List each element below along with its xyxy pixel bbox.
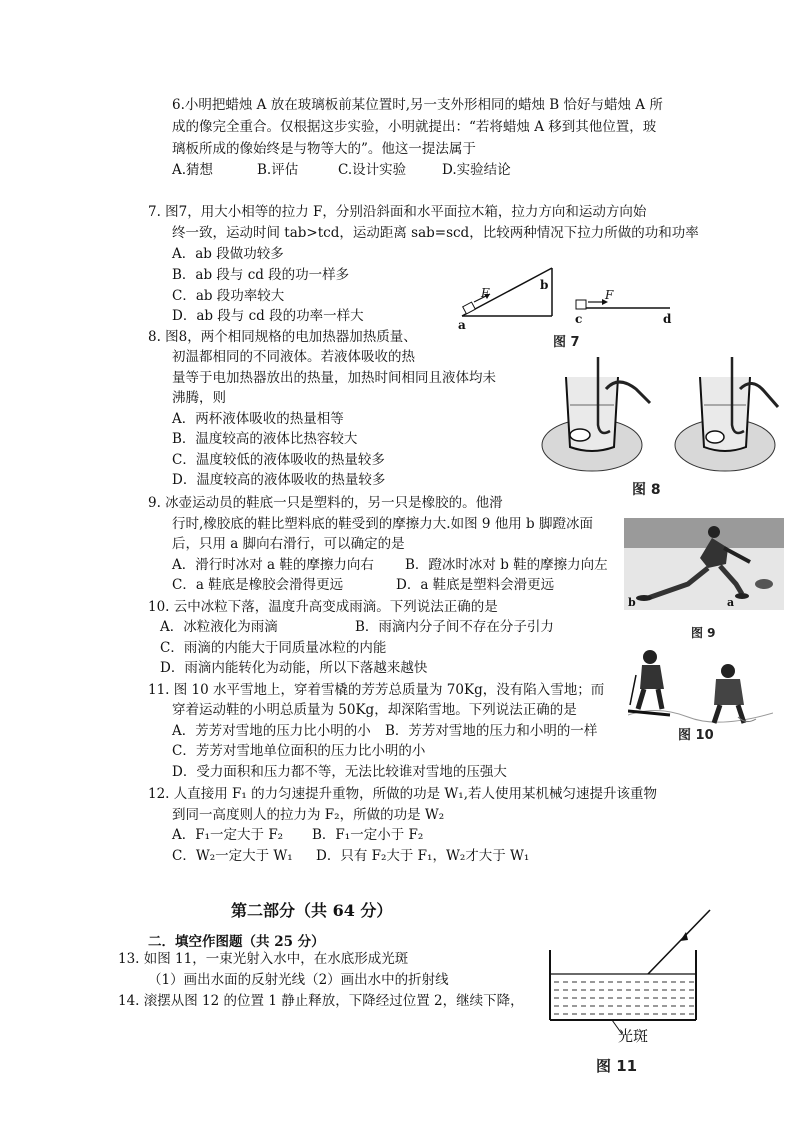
- q7-option-b: B．ab 段与 cd 段的功一样多: [172, 267, 350, 283]
- q11-option-c: C．芳芳对雪地单位面积的压力比小明的小: [172, 743, 426, 759]
- q6-option-b: B.评估: [257, 162, 299, 178]
- q12-option-d: D．只有 F₂大于 F₁，W₂才大于 W₁: [316, 848, 530, 864]
- q13-sub: （1）画出水面的反射光线（2）画出水中的折射线: [148, 972, 449, 988]
- fig11-caption: 图 11: [596, 1057, 638, 1075]
- q7-line-2: 终一致，运动时间 tab>tcd，运动距离 sab=scd，比较两种情况下拉力所做的功和功率: [172, 225, 699, 241]
- q12-line-1: 12. 人直接用 F₁ 的力匀速提升重物，所做的功是 W₁,若人使用某机械匀速提升该重物: [148, 786, 657, 802]
- q11-option-b: B．芳芳对雪地的压力和小明的一样: [385, 723, 598, 739]
- q6-option-a: A.猜想: [172, 162, 214, 178]
- q9-option-c: C．a 鞋底是橡胶会滑得更远: [172, 577, 344, 593]
- q8-option-d: D．温度较高的液体吸收的热量较多: [172, 472, 386, 488]
- q10-option-d: D．雨滴内能转化为动能，所以下落越来越快: [160, 660, 428, 676]
- fig8-caption: 图 8: [632, 482, 661, 498]
- q10-option-c: C．雨滴的内能大于同质量冰粒的内能: [160, 640, 387, 656]
- q11-option-d: D．受力面积和压力都不等，无法比较谁对雪地的压强大: [172, 764, 507, 780]
- q6-line-1: 6.小明把蜡烛 A 放在玻璃板前某位置时,另一支外形相同的蜡烛 B 恰好与蜡烛 A 所: [172, 97, 663, 113]
- q6-line-2: 成的像完全重合。仅根据这步实验，小明就提出：“若将蜡烛 A 移到其他位置，玻: [172, 119, 657, 135]
- fig7-label-f2: F: [605, 288, 614, 302]
- fig9-label-b: b: [628, 596, 636, 609]
- fig10-caption: 图 10: [678, 728, 714, 743]
- q10-option-a: A．冰粒液化为雨滴: [160, 619, 278, 635]
- q7-option-d: D．ab 段与 cd 段的功率一样大: [172, 308, 364, 324]
- fig7-label-b: b: [540, 278, 549, 292]
- q9-line-3: 后，只用 a 脚向右滑行，可以确定的是: [172, 536, 405, 552]
- fig11-label-light-spot: 光斑: [618, 1027, 649, 1045]
- fig9-caption: 图 9: [691, 626, 716, 640]
- fig7-caption: 图 7: [553, 335, 580, 350]
- figure-8-beakers: [540, 355, 785, 480]
- q8-line-1: 8. 图8，两个相同规格的电加热器加热质量、: [148, 329, 417, 345]
- q7-line-1: 7. 图7，用大小相等的拉力 F，分别沿斜面和水平面拉木箱，拉力方向和运动方向始: [148, 204, 647, 220]
- q12-line-2: 到同一高度则人的拉力为 F₂，所做的功是 W₂: [172, 807, 445, 823]
- q8-line-3: 量等于电加热器放出的热量，加热时间相同且液体均未: [172, 370, 496, 386]
- fig9-label-a: a: [727, 596, 735, 609]
- fig7-label-a: a: [458, 318, 466, 332]
- q8-option-b: B．温度较高的液体比热容较大: [172, 431, 358, 447]
- q12-option-b: B．F₁一定小于 F₂: [312, 827, 424, 843]
- q9-line-1: 9. 冰壶运动员的鞋底一只是塑料的，另一只是橡胶的。他滑: [148, 495, 503, 511]
- section-title: 第二部分（共 64 分）: [231, 901, 393, 920]
- q8-line-2: 初温都相同的不同液体。若液体吸收的热: [172, 349, 415, 365]
- q10-line-1: 10. 云中冰粒下落，温度升高变成雨滴。下列说法正确的是: [148, 599, 498, 615]
- fig7-label-f1: F: [481, 286, 490, 300]
- q9-option-a: A．滑行时冰对 a 鞋的摩擦力向右: [172, 557, 374, 573]
- q9-option-d: D．a 鞋底是塑料会滑更远: [396, 577, 555, 593]
- q6-line-3: 璃板所成的像始终是与物等大的”。他这一提法属于: [172, 141, 476, 157]
- q6-option-d: D.实验结论: [442, 162, 511, 178]
- q8-option-a: A．两杯液体吸收的热量相等: [172, 411, 344, 427]
- q11-line-1: 11. 图 10 水平雪地上，穿着雪橇的芳芳总质量为 70Kg，没有陷入雪地；而: [148, 682, 605, 698]
- figure-9-curling-photo: [624, 518, 784, 610]
- q9-option-b: B．蹬冰时冰对 b 鞋的摩擦力向左: [405, 557, 608, 573]
- q6-option-c: C.设计实验: [338, 162, 407, 178]
- q13-line-1: 13. 如图 11，一束光射入水中，在水底形成光斑: [118, 951, 409, 967]
- q11-option-a: A．芳芳对雪地的压力比小明的小: [172, 723, 371, 739]
- q8-line-4: 沸腾，则: [172, 390, 226, 406]
- q7-option-c: C．ab 段功率较大: [172, 288, 285, 304]
- q9-line-2: 行时,橡胶底的鞋比塑料底的鞋受到的摩擦力大.如图 9 他用 b 脚蹬冰面: [172, 516, 593, 532]
- q7-option-a: A．ab 段做功较多: [172, 246, 284, 262]
- q10-option-b: B．雨滴内分子间不存在分子引力: [355, 619, 554, 635]
- fig7-label-d: d: [663, 312, 672, 326]
- fig7-label-c: c: [575, 312, 583, 326]
- q12-option-c: C．W₂一定大于 W₁: [172, 848, 293, 864]
- q14-line-1: 14. 滚摆从图 12 的位置 1 静止释放，下降经过位置 2，继续下降，: [118, 993, 524, 1009]
- section-subtitle: 二．填空作图题（共 25 分）: [148, 934, 325, 950]
- q8-option-c: C．温度较低的液体吸收的热量较多: [172, 452, 385, 468]
- q11-line-2: 穿着运动鞋的小明总质量为 50Kg，却深陷雪地。下列说法正确的是: [172, 702, 577, 718]
- q12-option-a: A．F₁一定大于 F₂: [172, 827, 284, 843]
